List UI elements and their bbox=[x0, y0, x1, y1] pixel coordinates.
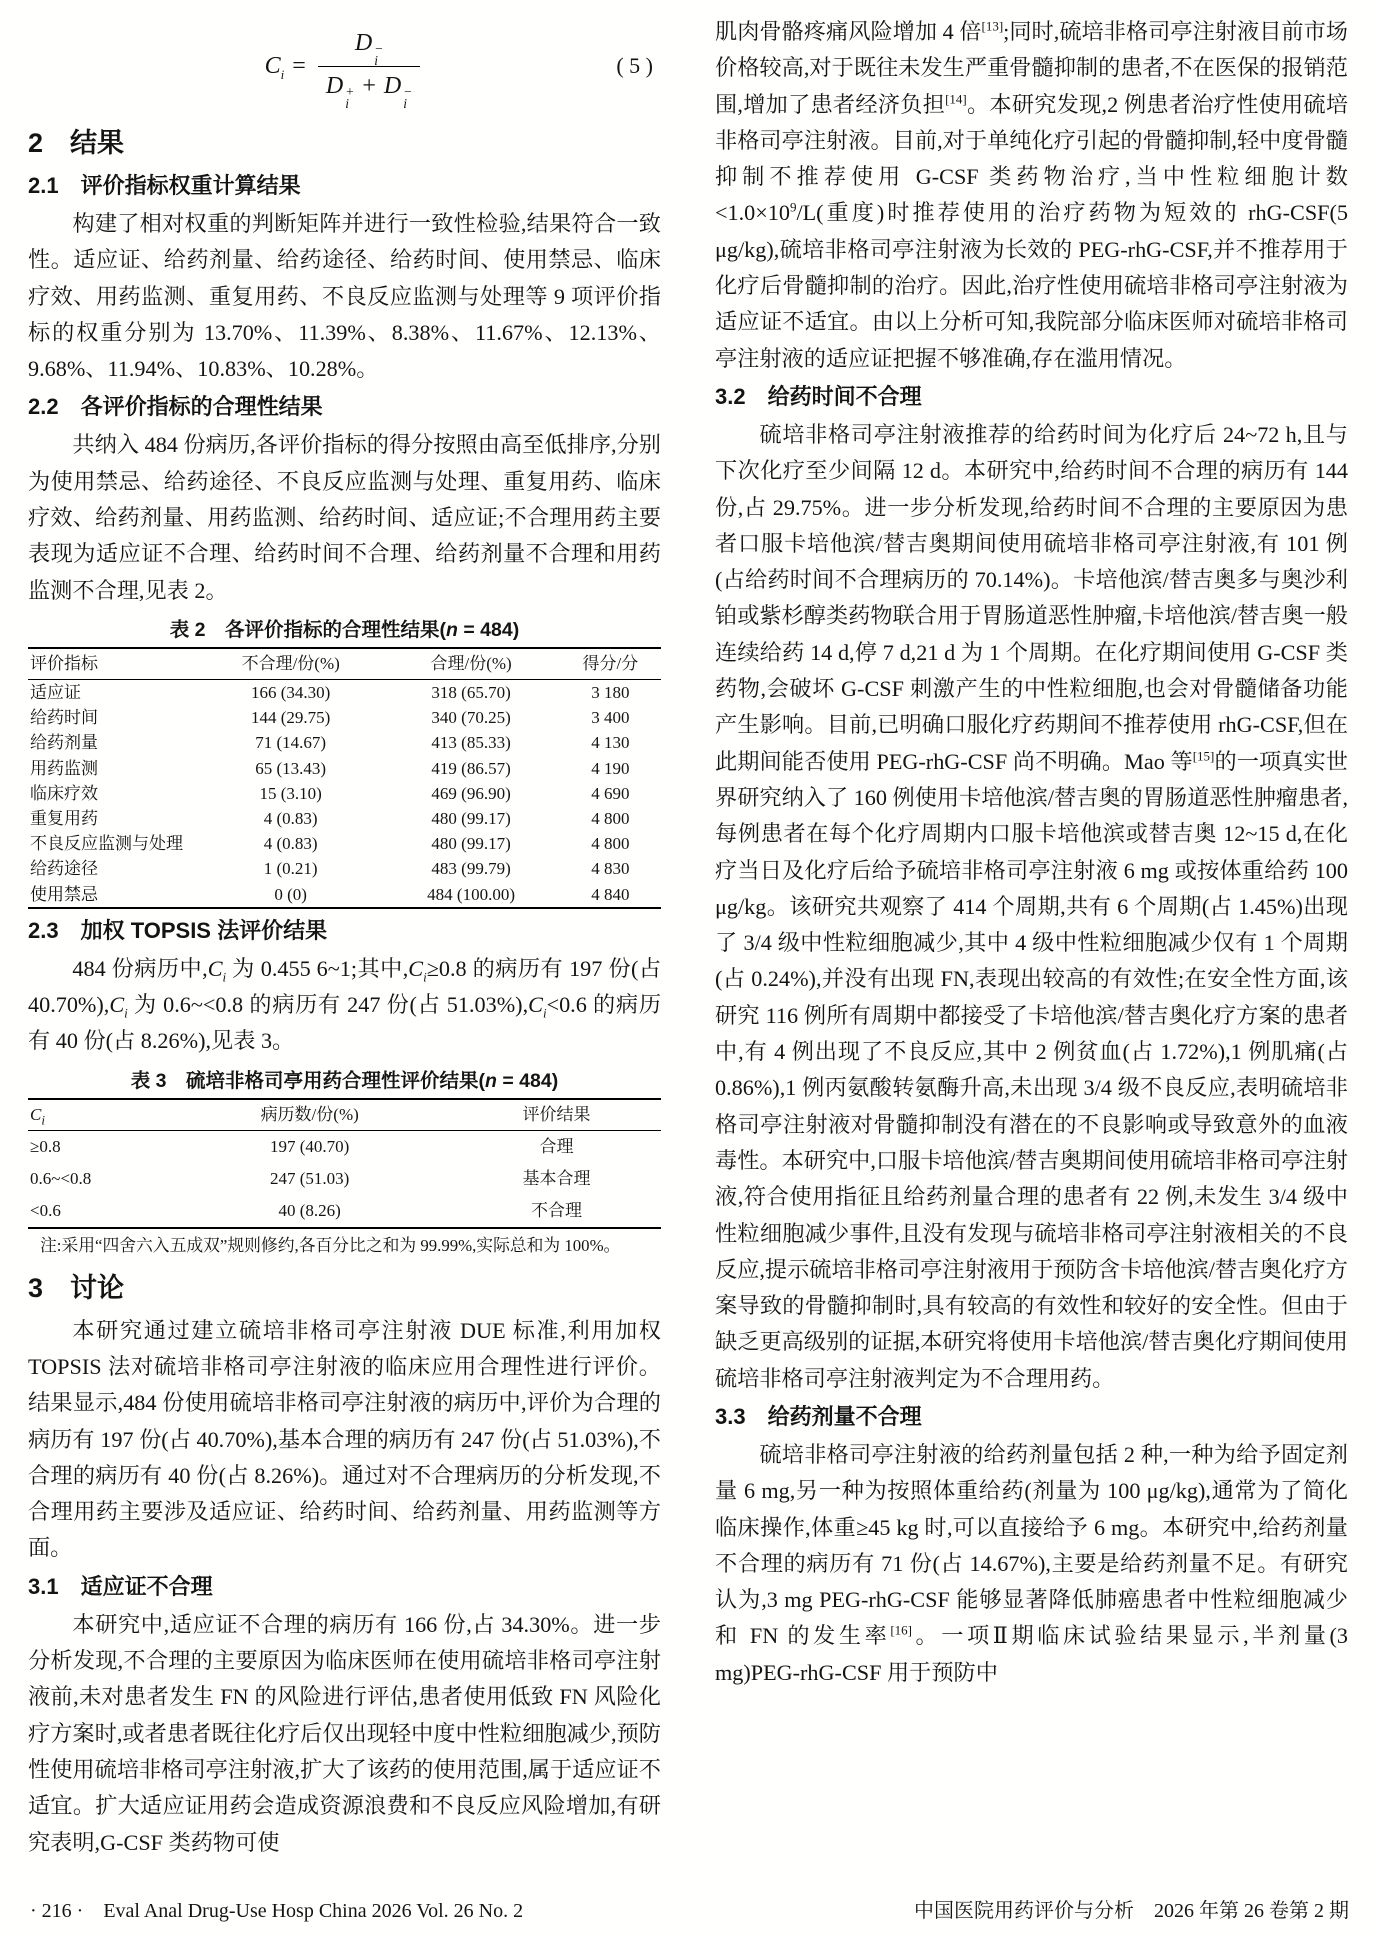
table-row bbox=[28, 781, 661, 806]
table-row bbox=[28, 756, 661, 781]
table-cell: 419 (86.57) bbox=[431, 758, 511, 778]
column-header: 不合理/份(%) bbox=[199, 648, 383, 680]
table-cell: 4 830 bbox=[591, 859, 630, 879]
section-heading-weights: 2.1 评价指标权重计算结果 bbox=[28, 173, 301, 198]
section-heading-results: 2 结果 bbox=[28, 128, 125, 158]
paragraph-discussion: 本研究通过建立硫培非格司亭注射液 DUE 标准,利用加权 TOPSIS 法对硫培非格司亭注射液的临床应用合理性进行评价。结果显示,484 份使用硫培非格司亭注射液的病历中,评价为合理的病历有 197 份(占 40.70%),基本合理的病历有 247 份(占 51.03%),不合理的病历有 40 份(占 8.26%)。通过对不合理病历的分析发现,不合理用药主要涉及适应证、给药时间、给药剂量、用药监测等方面。 bbox=[28, 1317, 661, 1561]
table-cell: 480 (99.17) bbox=[431, 834, 511, 854]
table-cell: 1 (0.21) bbox=[263, 859, 318, 879]
table2-title: 表 2 各评价指标的合理性结果(n = 484) bbox=[169, 618, 520, 641]
table-cell: 不合理 bbox=[531, 1200, 583, 1220]
table-cell: 使用禁忌 bbox=[30, 884, 98, 904]
table-cell: 4 190 bbox=[591, 758, 630, 778]
table-header-row bbox=[28, 648, 661, 680]
table-cell: 给药途径 bbox=[30, 859, 98, 879]
table-row bbox=[28, 856, 661, 881]
table-row bbox=[28, 679, 661, 705]
table-cell: 0.6~<0.8 bbox=[30, 1168, 92, 1188]
table-cell: 40 (8.26) bbox=[278, 1200, 341, 1220]
table-cell: 3 400 bbox=[591, 708, 630, 728]
column-header: 评价指标 bbox=[28, 648, 199, 680]
table-cell: 4 690 bbox=[591, 783, 630, 803]
section-heading-topsis: 2.3 加权 TOPSIS 法评价结果 bbox=[28, 917, 328, 943]
table-cell: 318 (65.70) bbox=[431, 682, 511, 702]
table-cell: 480 (99.17) bbox=[431, 808, 511, 828]
table-row bbox=[28, 1163, 661, 1195]
right-column bbox=[715, 14, 1348, 1866]
left-column bbox=[28, 14, 661, 1866]
equation-number: ( 5 ) bbox=[616, 52, 653, 78]
column-header: 评价结果 bbox=[452, 1099, 661, 1131]
paragraph-dose: 硫培非格司亭注射液的给药剂量包括 2 种,一种为给予固定剂量 6 mg,另一种为按照体重给药(剂量为 100 μg/kg),通常为了简化临床操作,体重≥45 kg 时,可以直接给予 6 mg。本研究中,给药剂量不合理的病历有 71 份(占 14.67%),主要是给药剂量不足。有研究认为,3 mg PEG-rhG-CSF 能够显著降低肺癌患者中性粒细胞减少和 FN 的发生率[16]。一项Ⅱ期临床试验结果显示,半剂量(3 mg)PEG-rhG-CSF 用于预防中 bbox=[715, 1441, 1348, 1685]
table-cell: 3 180 bbox=[591, 682, 630, 702]
equals-sign: = bbox=[292, 52, 306, 79]
paragraph-timing: 硫培非格司亭注射液推荐的给药时间为化疗后 24~72 h,且与下次化疗至少间隔 12 d。本研究中,给药时间不合理的病历有 144 份,占 29.75%。进一步分析发现,给药时间不合理的主要原因为患者口服卡培他滨/替吉奥期间使用硫培非格司亭注射液,有 101 例(占给药时间不合理病历的 70.14%)。卡培他滨/替吉奥多与奥沙利铂或紫杉醇类药物联合用于胃肠道恶性肿瘤,卡培他滨/替吉奥一般连续给药 14 d,停 7 d,21 d 为 1 个周期。在化疗期间使用 G-CSF 类药物,会破坏 G-CSF 刺激产生的中性粒细胞,也会对骨髓储备功能产生影响。目前,已明确口服化疗药期间不推荐使用 rhG-CSF,但在此期间能否使用 PEG-rhG-CSF 尚不明确。Mao 等[15]的一项真实世界研究纳入了 160 例使用卡培他滨/替吉奥的胃肠道恶性肿瘤患者,每例患者在每个化疗周期内口服卡培他滨或替吉奥 12~15 d,在化疗当日及化疗后给予硫培非格司亭注射液 6 mg 或按体重给药 100 μg/kg。该研究共观察了 414 个周期,共有 6 个周期(占 1.45%)出现了 3/4 级中性粒细胞减少,其中 4 级中性粒细胞减少仅有 1 个周期(占 0.24%),并没有出现 FN,表现出较高的有效性;在安全性方面,该研究 116 例所有周期中都接受了卡培他滨/替吉奥化疗方案的患者中,有 4 例出现了不良反应,其中 2 例贫血(占 1.72%),1 例肌痛(占 0.86%),1 例丙氨酸转氨酶升高,未出现 3/4 级不良反应,表明硫培非格司亭注射液对骨髓抑制没有潜在的不良影响或导致意外的血液毒性。本研究中,口服卡培他滨/替吉奥期间使用硫培非格司亭注射液,符合使用指征且给药剂量合理的患者有 22 例,未发生 3/4 级中性粒细胞减少事件,且没有发现与硫培非格司亭注射液相关的不良反应,提示硫培非格司亭注射液用于预防含卡培他滨/替吉奥化疗方案导致的骨髓抑制时,具有较高的有效性和较好的安全性。但由于缺乏更高级别的证据,本研究将使用卡培他滨/替吉奥化疗期间使用硫培非格司亭注射液判定为不合理用药。 bbox=[715, 421, 1348, 1391]
table-cell: 483 (99.79) bbox=[431, 859, 511, 879]
table-row bbox=[28, 705, 661, 730]
equation-fraction bbox=[318, 25, 420, 111]
equation-lhs: $C_i$ bbox=[264, 52, 285, 82]
table-cell: 469 (96.90) bbox=[431, 783, 511, 803]
table-row bbox=[28, 831, 661, 856]
table-cell: 4 130 bbox=[591, 733, 630, 753]
table-header-row bbox=[28, 1099, 661, 1131]
table-cell: 4 (0.83) bbox=[263, 834, 318, 854]
table-cell: 4 800 bbox=[591, 834, 630, 854]
section-heading-discussion: 3 讨论 bbox=[28, 1272, 125, 1303]
section-heading-rationality: 2.2 各评价指标的合理性结果 bbox=[28, 394, 323, 420]
table-row bbox=[28, 1195, 661, 1228]
table-cell: 合理 bbox=[539, 1136, 574, 1156]
paragraph-rationality: 共纳入 484 份病历,各评价指标的得分按照由高至低排序,分别为使用禁忌、给药途径、不良反应监测与处理、重复用药、临床疗效、给药剂量、用药监测、给药时间、适应证;不合理用药主要表现为适应证不合理、给药时间不合理、给药剂量不合理和用药监测不合理,见表 2。 bbox=[28, 432, 661, 603]
table-row bbox=[28, 882, 661, 908]
table-cell: 65 (13.43) bbox=[255, 758, 327, 778]
table-cell: 166 (34.30) bbox=[251, 682, 331, 702]
table-cell: 71 (14.67) bbox=[255, 733, 327, 753]
table3-note: 注:采用“四舍六入五成双”规则修约,各百分比之和为 99.99%,实际总和为 100%。 bbox=[40, 1235, 621, 1255]
table-row bbox=[28, 1130, 661, 1163]
table-cell: 4 (0.83) bbox=[263, 808, 318, 828]
paragraph-indication: 本研究中,适应证不合理的病历有 166 份,占 34.30%。进一步分析发现,不合理的主要原因为临床医师在使用硫培非格司亭注射液前,未对患者发生 FN 的风险进行评估,患者使用低致 FN 风险化疗方案时,或者患者既往化疗后仅出现轻中度中性粒细胞减少,预防性使用硫培非格司亭注射液,扩大了该药的使用范围,属于适应证不适宜。扩大适应证用药会造成资源浪费和不良反应风险增加,有研究表明,G-CSF 类药物可使 bbox=[28, 1611, 661, 1855]
column-header: $C_i$ bbox=[28, 1099, 167, 1131]
table-cell: 基本合理 bbox=[522, 1168, 591, 1188]
column-header: 得分/分 bbox=[560, 648, 661, 680]
section-heading-dose: 3.3 给药剂量不合理 bbox=[715, 1403, 922, 1429]
page-footer bbox=[0, 1898, 1375, 1924]
table-cell: 0 (0) bbox=[274, 884, 307, 904]
table-cell: <0.6 bbox=[30, 1200, 61, 1220]
paragraph-continuation: 肌肉骨骼疼痛风险增加 4 倍[13];同时,硫培非格司亭注射液目前市场价格较高,对于既往未发生严重骨髓抑制的患者,不在医保的报销范围,增加了患者经济负担[14]。本研究发现,2 例患者治疗性使用硫培非格司亭注射液。目前,对于单纯化疗引起的骨髓抑制,轻中度骨髓抑制不推荐使用 G-CSF 类药物治疗,当中性粒细胞计数$<1.0\times 10^9/L$(重度)时推荐使用的治疗药物为短效的 rhG-CSF(5 μg/kg),硫培非格司亭注射液为长效的 PEG-rhG-CSF,并不推荐用于化疗后骨髓抑制的治疗。因此,治疗性使用硫培非格司亭注射液为适应证不适宜。由以上分析可知,我院部分临床医师对硫培非格司亭注射液的适应证把握不够准确,存在滥用情况。 bbox=[715, 18, 1348, 371]
paragraph-weights: 构建了相对权重的判断矩阵并进行一致性检验,结果符合一致性。适应证、给药剂量、给药途径、给药时间、使用禁忌、临床疗效、用药监测、重复用药、不良反应监测与处理等 9 项评价指标的权重分别为 13.70%、11.39%、8.38%、11.67%、12.13%、9.68%、11.94%、10.83%、10.28%。 bbox=[28, 211, 661, 382]
section-heading-indication: 3.1 适应证不合理 bbox=[28, 1573, 213, 1599]
fraction-numerator: D − i bbox=[354, 29, 384, 68]
table3-title: 表 3 硫培非格司亭用药合理性评价结果(n = 484) bbox=[130, 1069, 559, 1092]
table-cell: 484 (100.00) bbox=[427, 884, 515, 904]
fraction-denominator: D + i + D − i bbox=[318, 66, 420, 108]
table-cell: 4 800 bbox=[591, 808, 630, 828]
table-cell: 15 (3.10) bbox=[259, 783, 322, 803]
table-cell: 临床疗效 bbox=[30, 783, 98, 803]
table-cell: 413 (85.33) bbox=[431, 733, 511, 753]
table-cell: 不良反应监测与处理 bbox=[30, 834, 183, 854]
table-cell: 197 (40.70) bbox=[270, 1136, 350, 1156]
table-cell: 247 (51.03) bbox=[270, 1168, 350, 1188]
table-cell: 给药剂量 bbox=[30, 733, 98, 753]
table-cell: 4 840 bbox=[591, 884, 630, 904]
section-heading-timing: 3.2 给药时间不合理 bbox=[715, 383, 922, 409]
table-cell: ≥0.8 bbox=[30, 1136, 61, 1156]
column-header: 合理/份(%) bbox=[382, 648, 559, 680]
table-evaluation-results bbox=[28, 1098, 661, 1229]
table-row bbox=[28, 806, 661, 831]
table-cell: 用药监测 bbox=[30, 758, 98, 778]
table-cell: 340 (70.25) bbox=[431, 708, 511, 728]
table-cell: 重复用药 bbox=[30, 808, 98, 828]
column-header: 病历数/份(%) bbox=[167, 1099, 452, 1131]
footer-page-journal-en: · 216 · Eval Anal Drug-Use Hosp China 2026 Vol. 26 No. 2 bbox=[30, 1900, 524, 1922]
table-cell: 给药时间 bbox=[30, 708, 98, 728]
table-cell: 适应证 bbox=[30, 682, 81, 702]
table-row bbox=[28, 730, 661, 755]
paragraph-topsis: 484 份病历中$,C_i$ 为 0.455 6~1;其中$,C_i\ge 0.8$ 的病历有 197 份(占 $40.70\%),C_i$ 为 0.6~<0.8 的病历有 247 份(占 $51.03\%),C_i<0.6$ 的病历有 40 份(占 8.26%),见表 3。 bbox=[28, 955, 661, 1054]
footer-journal-cn: 中国医院用药评价与分析 2026 年第 26 卷第 2 期 bbox=[914, 1900, 1349, 1922]
equation-5 bbox=[28, 18, 661, 114]
table-indicator-rationality bbox=[28, 647, 661, 909]
table-cell: 144 (29.75) bbox=[251, 708, 331, 728]
